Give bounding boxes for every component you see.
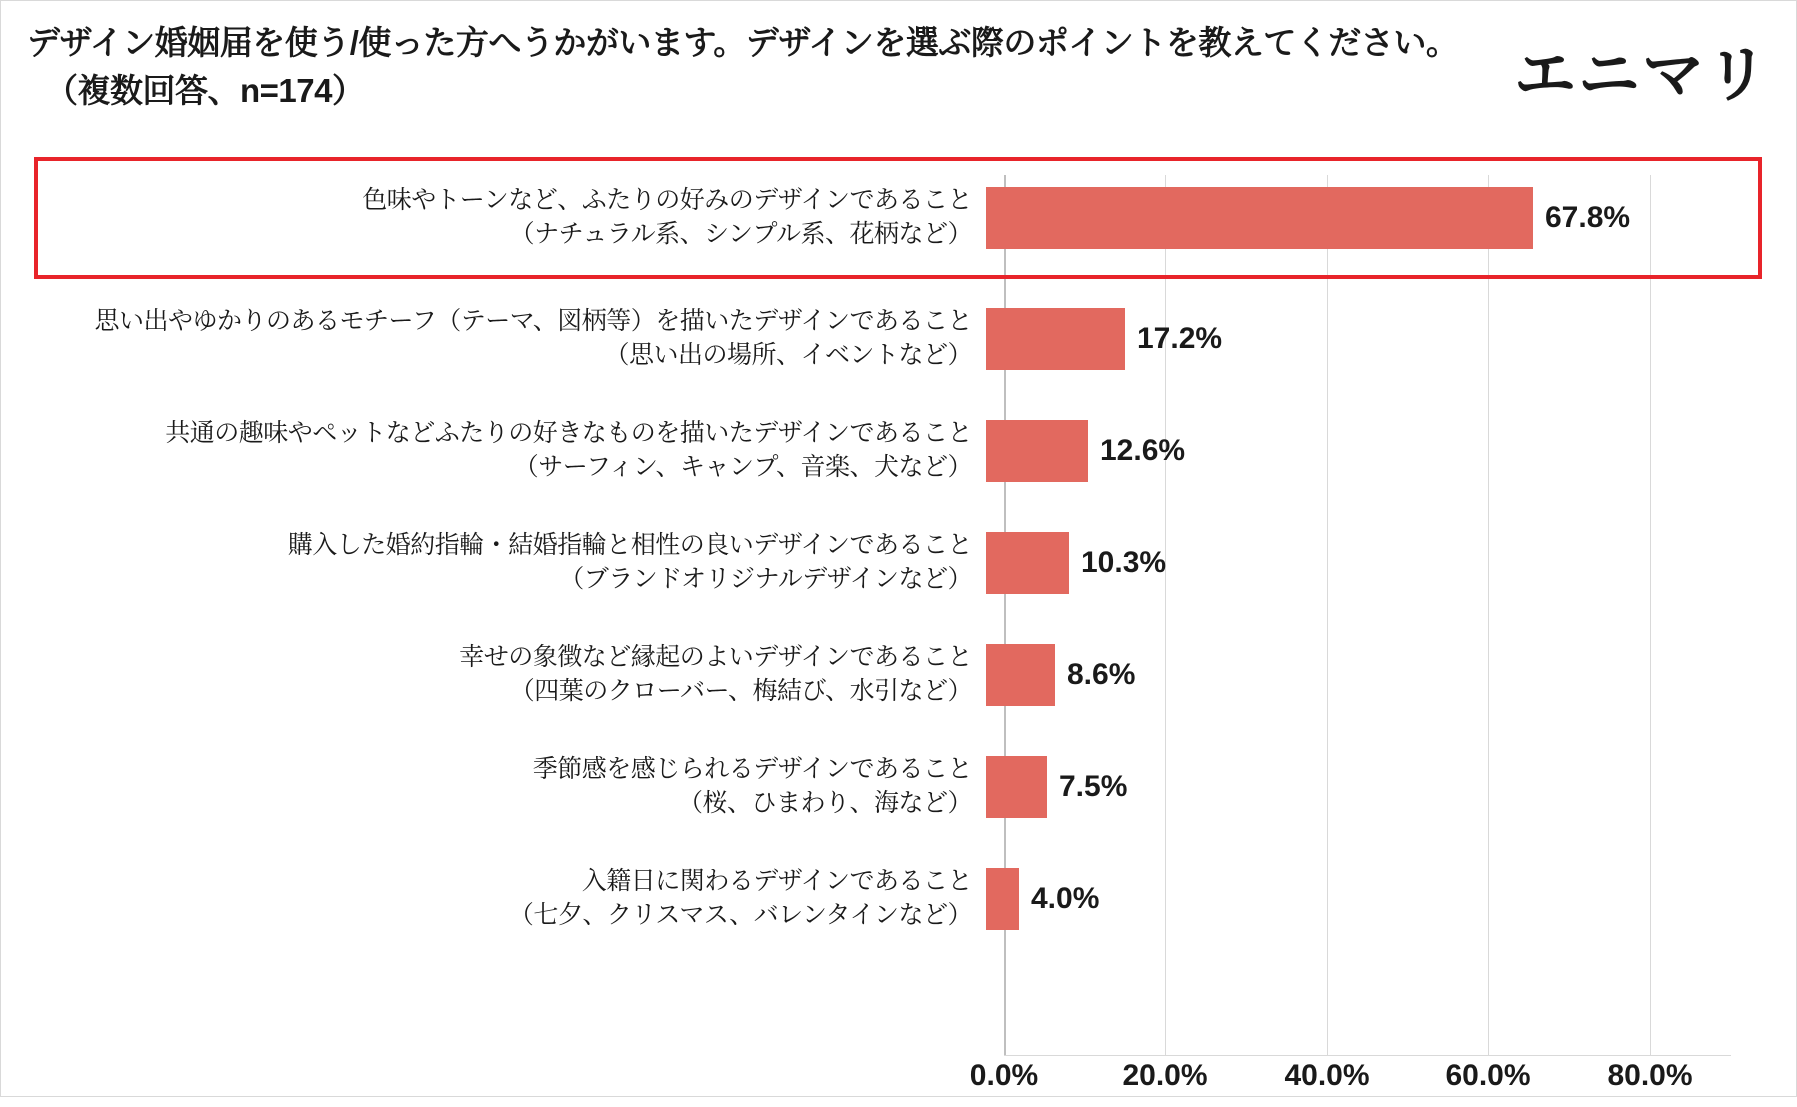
bar-value-label: 67.8%	[1545, 201, 1631, 234]
category-label-line2: （ナチュラル系、シンプル系、花柄など）	[509, 220, 972, 248]
category-label-line1: 入籍日に関わるデザインであること	[581, 867, 972, 896]
x-tick-label: 20.0%	[1122, 1059, 1208, 1092]
category-label-line2: （ブランドオリジナルデザインなど）	[559, 565, 972, 593]
category-label-line2: （サーフィン、キャンプ、音楽、犬など）	[513, 453, 972, 481]
bar-container	[986, 157, 1797, 279]
category-label-line2: （四葉のクローバー、梅結び、水引など）	[509, 677, 972, 705]
table-row	[1, 285, 1797, 393]
title-line-2: （複数回答、n=174）	[45, 71, 365, 109]
brand-logo: エニマリ	[1513, 38, 1770, 111]
bar-segment[interactable]	[986, 532, 1069, 594]
chart-header	[1, 1, 1797, 151]
bar-value-label: 8.6%	[1067, 658, 1136, 691]
x-tick-label: 60.0%	[1445, 1059, 1531, 1092]
category-label	[1, 641, 986, 709]
page-title	[27, 23, 1507, 110]
bar-segment[interactable]	[986, 308, 1125, 370]
x-tick-label: 40.0%	[1284, 1059, 1370, 1092]
bar-segment[interactable]	[986, 756, 1047, 818]
table-row	[1, 621, 1797, 729]
category-label-line1: 共通の趣味やペットなどふたりの好きなものを描いたデザインであること	[165, 419, 972, 448]
table-row	[1, 733, 1797, 841]
category-label	[1, 417, 986, 485]
category-label-line1: 色味やトーンなど、ふたりの好みのデザインであること	[362, 186, 972, 215]
bar-segment[interactable]	[986, 187, 1533, 249]
bar-container	[986, 733, 1797, 841]
title-line-1: デザイン婚姻届を使う/使った方へうかがいます。デザインを選ぶ際のポイントを教えてください。	[27, 24, 1459, 61]
category-label-line2: （桜、ひまわり、海など）	[677, 789, 972, 817]
x-axis-line	[1004, 1055, 1731, 1056]
bar-rows	[1, 151, 1797, 1031]
bar-value-label: 7.5%	[1059, 770, 1128, 803]
category-label	[1, 753, 986, 821]
bar-segment[interactable]	[986, 644, 1055, 706]
bar-segment[interactable]	[986, 420, 1088, 482]
table-row	[1, 397, 1797, 505]
category-label-line1: 思い出やゆかりのあるモチーフ（テーマ、図柄等）を描いたデザインであること	[94, 307, 972, 336]
category-label	[1, 529, 986, 597]
category-label-line1: 幸せの象徴など縁起のよいデザインであること	[459, 643, 972, 672]
table-row	[1, 157, 1797, 279]
table-row	[1, 509, 1797, 617]
category-label-line1: 購入した婚約指輪・結婚指輪と相性の良いデザインであること	[287, 531, 972, 560]
category-label	[1, 305, 986, 373]
bar-value-label: 4.0%	[1031, 882, 1100, 915]
bar-container	[986, 285, 1797, 393]
bar-container	[986, 845, 1797, 953]
category-label	[1, 184, 986, 252]
x-axis-ticks	[969, 1059, 1797, 1107]
bar-container	[986, 509, 1797, 617]
bar-container	[986, 621, 1797, 729]
category-label-line2: （七夕、クリスマス、バレンタインなど）	[508, 901, 972, 929]
category-label-line2: （思い出の場所、イベントなど）	[604, 341, 972, 369]
bar-value-label: 10.3%	[1081, 546, 1167, 579]
table-row	[1, 845, 1797, 953]
x-tick-label: 0.0%	[969, 1059, 1039, 1092]
bar-segment[interactable]	[986, 868, 1019, 930]
x-tick-label: 80.0%	[1607, 1059, 1693, 1092]
bar-chart	[1, 151, 1797, 1096]
category-label-line1: 季節感を感じられるデザインであること	[532, 755, 972, 784]
category-label	[1, 865, 986, 933]
bar-value-label: 12.6%	[1100, 434, 1186, 467]
bar-value-label: 17.2%	[1137, 322, 1223, 355]
bar-container	[986, 397, 1797, 505]
